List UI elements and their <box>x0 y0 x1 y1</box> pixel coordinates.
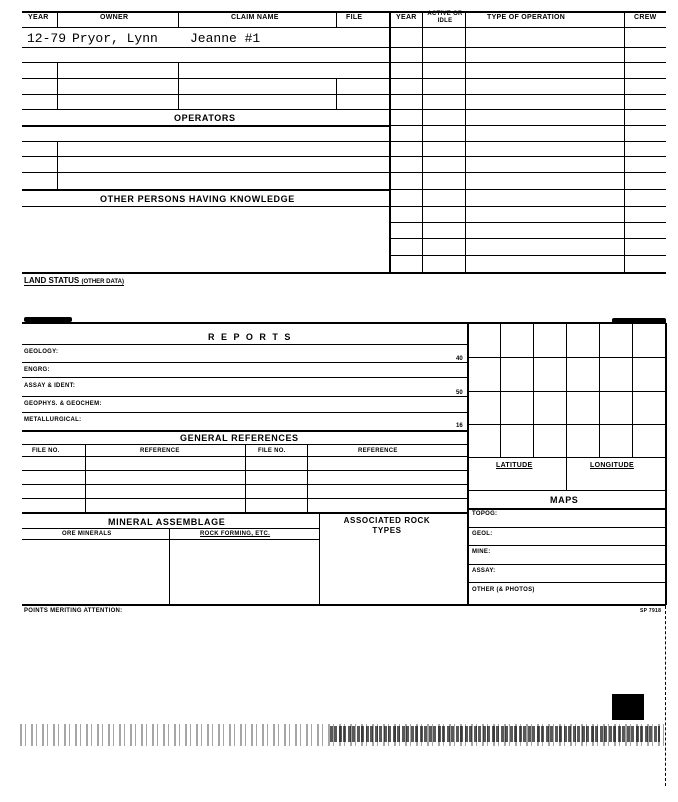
row-line <box>22 141 389 142</box>
grid-line <box>467 357 666 358</box>
scan-mark <box>612 318 666 324</box>
entry-claim: Jeanne #1 <box>190 31 261 46</box>
row-line <box>389 94 666 95</box>
header-active-idle: ACTIVE OR IDLE <box>427 11 463 24</box>
row-line <box>22 47 389 48</box>
row-line <box>22 189 389 191</box>
header-file: FILE <box>346 14 363 21</box>
scan-block <box>612 694 644 720</box>
col-sep <box>245 444 246 512</box>
maps-mine: MINE: <box>472 549 491 555</box>
right-border <box>665 323 667 605</box>
col-sep <box>336 78 337 109</box>
header-crew: CREW <box>634 14 657 21</box>
row-line <box>389 156 666 157</box>
grid-line <box>533 323 534 457</box>
row-line <box>389 62 666 63</box>
land-status-label <box>24 276 124 286</box>
col-sep <box>85 444 86 512</box>
row-line <box>22 172 389 173</box>
header-owner: OWNER <box>100 14 129 21</box>
row-line <box>22 78 389 79</box>
row-line <box>467 508 666 510</box>
row-line <box>389 189 666 190</box>
col-sep-main <box>389 11 391 273</box>
row-line <box>389 125 666 126</box>
col-sep <box>465 11 466 273</box>
land-status-subtitle: (OTHER DATA) <box>81 279 124 285</box>
ref-reference-2: REFERENCE <box>358 448 398 454</box>
grid-line <box>467 391 666 392</box>
col-sep <box>169 528 170 604</box>
entry-owner: Pryor, Lynn <box>72 31 158 46</box>
report-number-16: 16 <box>456 423 463 429</box>
lower-top-border <box>22 322 666 324</box>
row-line <box>467 490 666 491</box>
latitude-label: LATITUDE <box>496 462 533 469</box>
header-claim-name: CLAIM NAME <box>231 14 279 21</box>
report-number-40: 40 <box>456 356 463 362</box>
col-sep <box>57 62 58 109</box>
row-line <box>389 78 666 79</box>
header-bottom-line <box>22 27 666 28</box>
ref-file-no-2: FILE NO. <box>258 448 286 454</box>
points-meriting-label: POINTS MERITING ATTENTION: <box>24 608 123 614</box>
row-line <box>389 222 666 223</box>
row-line <box>22 362 467 363</box>
col-sep <box>57 11 58 28</box>
section-general-references: GENERAL REFERENCES <box>180 433 299 443</box>
row-line <box>22 512 467 514</box>
land-status-title: LAND STATUS <box>24 276 80 285</box>
row-line <box>22 412 467 413</box>
row-line <box>467 582 666 583</box>
section-other-persons: OTHER PERSONS HAVING KNOWLEDGE <box>100 194 295 204</box>
grid-line <box>500 323 501 457</box>
report-geology: GEOLOGY: <box>24 349 59 355</box>
ref-file-no: FILE NO. <box>32 448 60 454</box>
grid-line <box>467 424 666 425</box>
col-sep <box>422 11 423 273</box>
col-sep <box>319 512 320 604</box>
entry-year: 12-79 <box>27 31 67 46</box>
header-year-2: YEAR <box>396 14 417 21</box>
row-line <box>22 430 467 432</box>
row-line <box>22 396 467 397</box>
header-type-of-operation: TYPE OF OPERATION <box>487 14 566 21</box>
table-top-border <box>22 11 666 13</box>
maps-geol: GEOL: <box>472 531 493 537</box>
right-edge-line <box>665 606 666 786</box>
row-line <box>389 141 666 142</box>
row-line <box>389 206 666 207</box>
section-maps: MAPS <box>550 495 579 505</box>
row-line <box>389 238 666 239</box>
row-line <box>22 539 319 540</box>
report-engrg: ENGRG: <box>24 367 50 373</box>
section-associated-rock-types: ASSOCIATED ROCK TYPES <box>343 516 431 535</box>
reports-right-border <box>467 323 469 605</box>
row-line <box>467 527 666 528</box>
form-number: SP 7918 <box>640 608 662 614</box>
section-mineral-assemblage: MINERAL ASSEMBLAGE <box>108 517 226 527</box>
col-sep <box>624 11 625 273</box>
maps-other: OTHER (& PHOTOS) <box>472 587 535 593</box>
col-sep <box>178 62 179 109</box>
ore-minerals-label: ORE MINERALS <box>62 531 112 537</box>
section-operators: OPERATORS <box>174 113 236 123</box>
report-number-50: 50 <box>456 390 463 396</box>
row-line <box>389 109 666 110</box>
rock-forming-label: ROCK FORMING, ETC. <box>200 531 271 537</box>
maps-topog: TOPOG: <box>472 511 498 517</box>
grid-line <box>566 323 567 457</box>
row-line <box>389 172 666 173</box>
row-line <box>22 125 389 127</box>
row-line <box>22 206 389 207</box>
col-sep <box>178 11 179 28</box>
lower-bottom-border <box>22 604 666 606</box>
row-line <box>389 255 666 256</box>
row-line <box>389 47 666 48</box>
row-line <box>22 109 389 110</box>
grid-line <box>599 323 600 457</box>
header-year: YEAR <box>28 14 49 21</box>
col-sep <box>336 11 337 28</box>
col-sep <box>307 444 308 512</box>
report-assay: ASSAY & IDENT: <box>24 383 76 389</box>
row-line <box>22 528 319 529</box>
grid-line <box>632 323 633 457</box>
section-reports: R E P O R T S <box>208 332 293 342</box>
col-sep <box>566 457 567 490</box>
maps-assay: ASSAY: <box>472 568 496 574</box>
row-line <box>22 344 467 345</box>
row-line <box>467 564 666 565</box>
row-line <box>22 94 389 95</box>
row-line <box>467 545 666 546</box>
row-line <box>22 156 389 157</box>
row-line <box>22 377 467 378</box>
ref-reference: REFERENCE <box>140 448 180 454</box>
col-sep <box>57 141 58 189</box>
table-bottom-border <box>22 272 666 274</box>
row-line <box>22 62 389 63</box>
scan-noise-band-dark <box>330 726 660 742</box>
report-geophys: GEOPHYS. & GEOCHEM: <box>24 401 102 407</box>
longitude-label: LONGITUDE <box>590 462 634 469</box>
scan-mark <box>24 317 72 322</box>
report-metallurgical: METALLURGICAL: <box>24 417 82 423</box>
